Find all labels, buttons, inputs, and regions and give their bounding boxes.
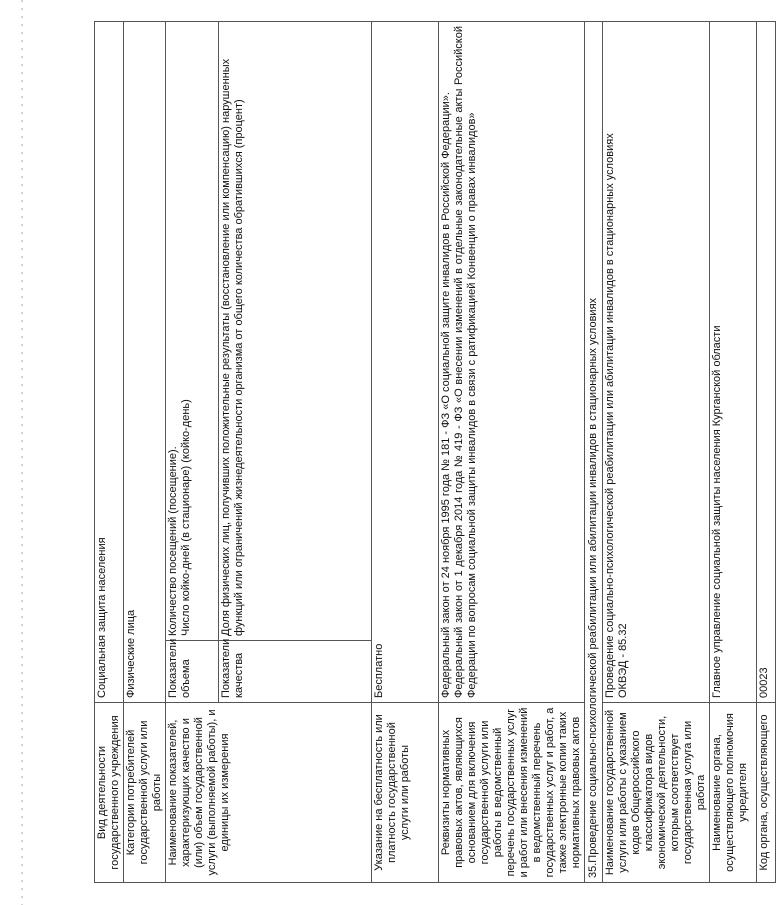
service-name-label: Наименование государственной услуги или работы с указанием кодов Общероссийского классификатора видов экономической деятельности, которым соответствует государственная услуга или работа bbox=[603, 703, 710, 883]
table-row bbox=[166, 22, 219, 883]
table-row bbox=[95, 22, 124, 883]
okved-code: ОКВЭД - 85.32 bbox=[617, 623, 629, 698]
activity-label: Вид деятельности государственного учреждения bbox=[95, 703, 124, 883]
table-row bbox=[124, 22, 166, 883]
authority-code-label: Код органа, осуществляющего bbox=[757, 703, 776, 883]
authority-code-value: 00023 bbox=[757, 22, 776, 703]
consumers-label: Категории потребителей государственной услуги или работы bbox=[124, 703, 166, 883]
quality-indicators-label: Показатели качества bbox=[219, 641, 372, 703]
free-label: Указание на бесплатность или платность государственной услуги или работы bbox=[372, 703, 439, 883]
volume-indicator: Число койко-дней (в стационаре) (койко-день) bbox=[180, 399, 192, 636]
quality-indicators-value: Доля физических лиц, получивших положительные результаты (восстановление или компенсацию) нарушенных функций или ограничений жизнедеятельности организма от общего количества обратившихся (процент) bbox=[219, 22, 372, 641]
table-row bbox=[603, 22, 710, 883]
section-title: 35.Проведение социально-психологической реабилитации или абилитации инвалидов в стационарных условиях bbox=[585, 22, 603, 883]
volume-indicators-value bbox=[166, 22, 219, 641]
table-row bbox=[757, 22, 776, 883]
consumers-value: Физические лица bbox=[124, 22, 166, 703]
service-name: Проведение социально-психологической реабилитации или абилитации инвалидов в стационарных условиях bbox=[604, 133, 616, 698]
volume-indicator: Количество посещений (посещение). bbox=[167, 446, 179, 636]
free-value: Бесплатно bbox=[372, 22, 439, 703]
indicators-label: Наименование показателей, характеризующих качество и (или) объем государственной услуги (выполняемой работы), и единицы их измерения bbox=[166, 703, 372, 883]
table-row bbox=[710, 22, 757, 883]
authority-label: Наименование органа, осуществляющего полномочия учредителя bbox=[710, 703, 757, 883]
table-row bbox=[585, 22, 603, 883]
table-row bbox=[439, 22, 585, 883]
legal-act: Федеральный закон от 24 ноября 1995 года № 181 - ФЗ «О социальной защите инвалидов в Российской Федерации». bbox=[440, 92, 452, 698]
legal-acts-value bbox=[439, 22, 585, 703]
service-name-value bbox=[603, 22, 710, 703]
volume-indicators-label: Показатели объема bbox=[166, 641, 219, 703]
authority-value: Главное управление социальной защиты населения Курганской области bbox=[710, 22, 757, 703]
legal-act: Федеральный закон от 1 декабря 2014 года № 419 - ФЗ «О внесении изменений в отдельные законодательные акты Российской Федерации по вопросам социальной защиты инвалидов в связи с ратификацией Конвенции о правах инвалидов» bbox=[453, 26, 478, 698]
activity-value: Социальная защита населения bbox=[95, 22, 124, 703]
service-table bbox=[94, 21, 776, 883]
table-row bbox=[372, 22, 439, 883]
legal-acts-label: Реквизиты нормативных правовых актов, являющихся основанием для включения государственной услуги или работы в ведомственный перечень государственных услуг и работ или внесения изменений в ведомственный перечень государственных услуг и работ, а также электронные копии таких нормативных правовых актов bbox=[439, 703, 585, 883]
